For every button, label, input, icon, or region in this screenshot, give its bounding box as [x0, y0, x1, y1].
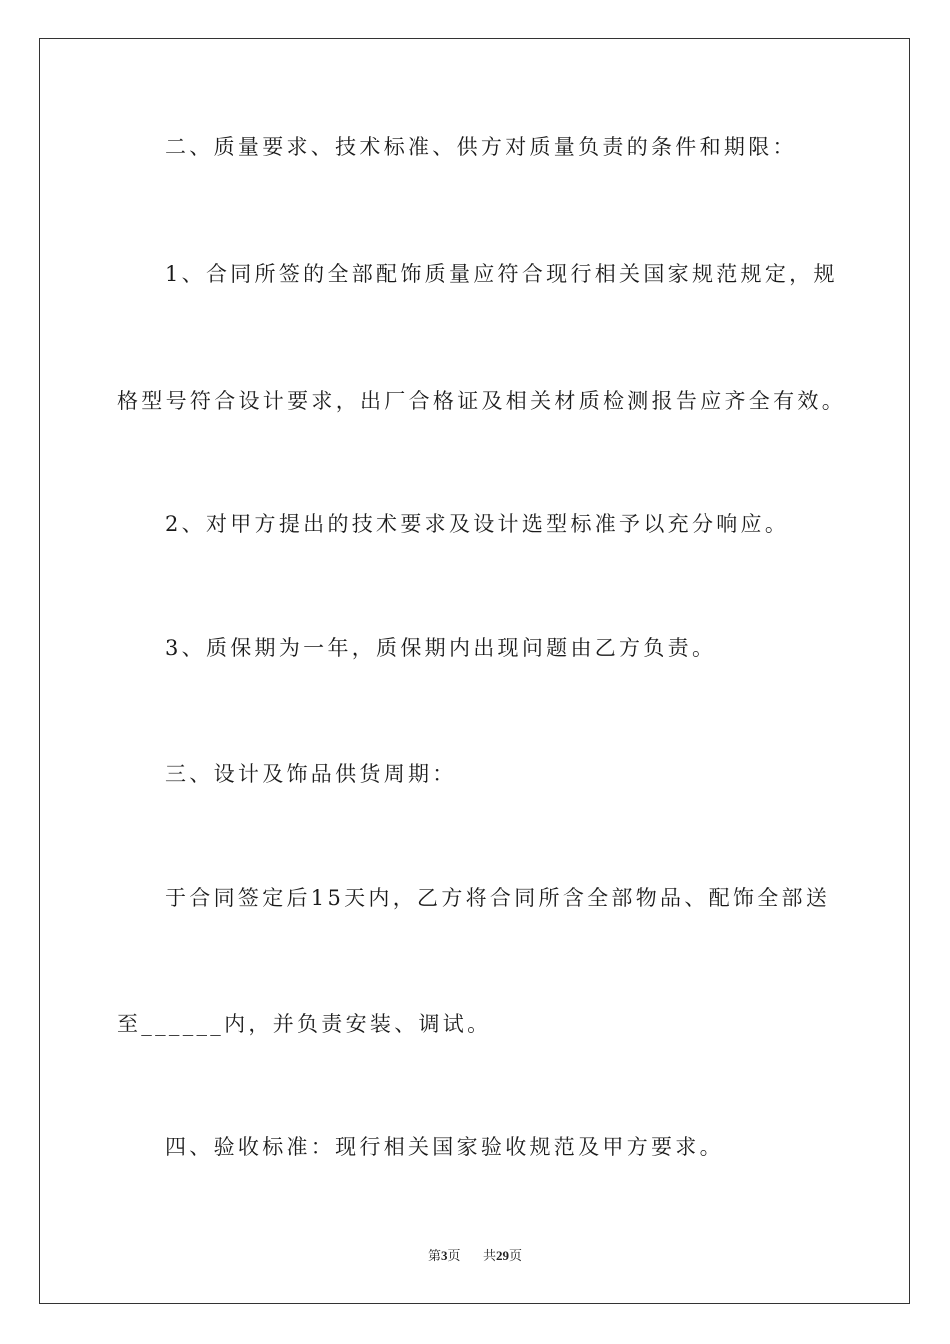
page-prefix: 第 — [427, 1248, 441, 1263]
clause-1-line-2: 格型号符合设计要求，出厂合格证及相关材质检测报告应齐全有效。 — [117, 389, 846, 413]
section-2-heading: 二、质量要求、技术标准、供方对质量负责的条件和期限： — [165, 135, 797, 159]
page-border — [39, 38, 910, 1304]
clause-3: 3、质保期为一年，质保期内出现问题由乙方负责。 — [165, 636, 717, 660]
total-suffix: 页 — [509, 1248, 523, 1263]
section-3-body-line-1: 于合同签定后15天内，乙方将合同所含全部物品、配饰全部送 — [165, 886, 831, 910]
section-4-heading: 四、验收标准：现行相关国家验收规范及甲方要求。 — [165, 1135, 724, 1159]
total-pages: 29 — [496, 1248, 510, 1263]
section-3-heading: 三、设计及饰品供货周期： — [165, 762, 457, 786]
clause-2: 2、对甲方提出的技术要求及设计选型标准予以充分响应。 — [165, 512, 790, 536]
section-3-body-line-2: 至______内，并负责安装、调试。 — [117, 1012, 492, 1036]
clause-1-line-1: 1、合同所签的全部配饰质量应符合现行相关国家规范规定，规 — [165, 262, 838, 286]
page-footer — [0, 1247, 950, 1265]
total-prefix: 共 — [483, 1248, 497, 1263]
page-number: 3 — [440, 1248, 448, 1263]
page-suffix: 页 — [447, 1248, 461, 1263]
